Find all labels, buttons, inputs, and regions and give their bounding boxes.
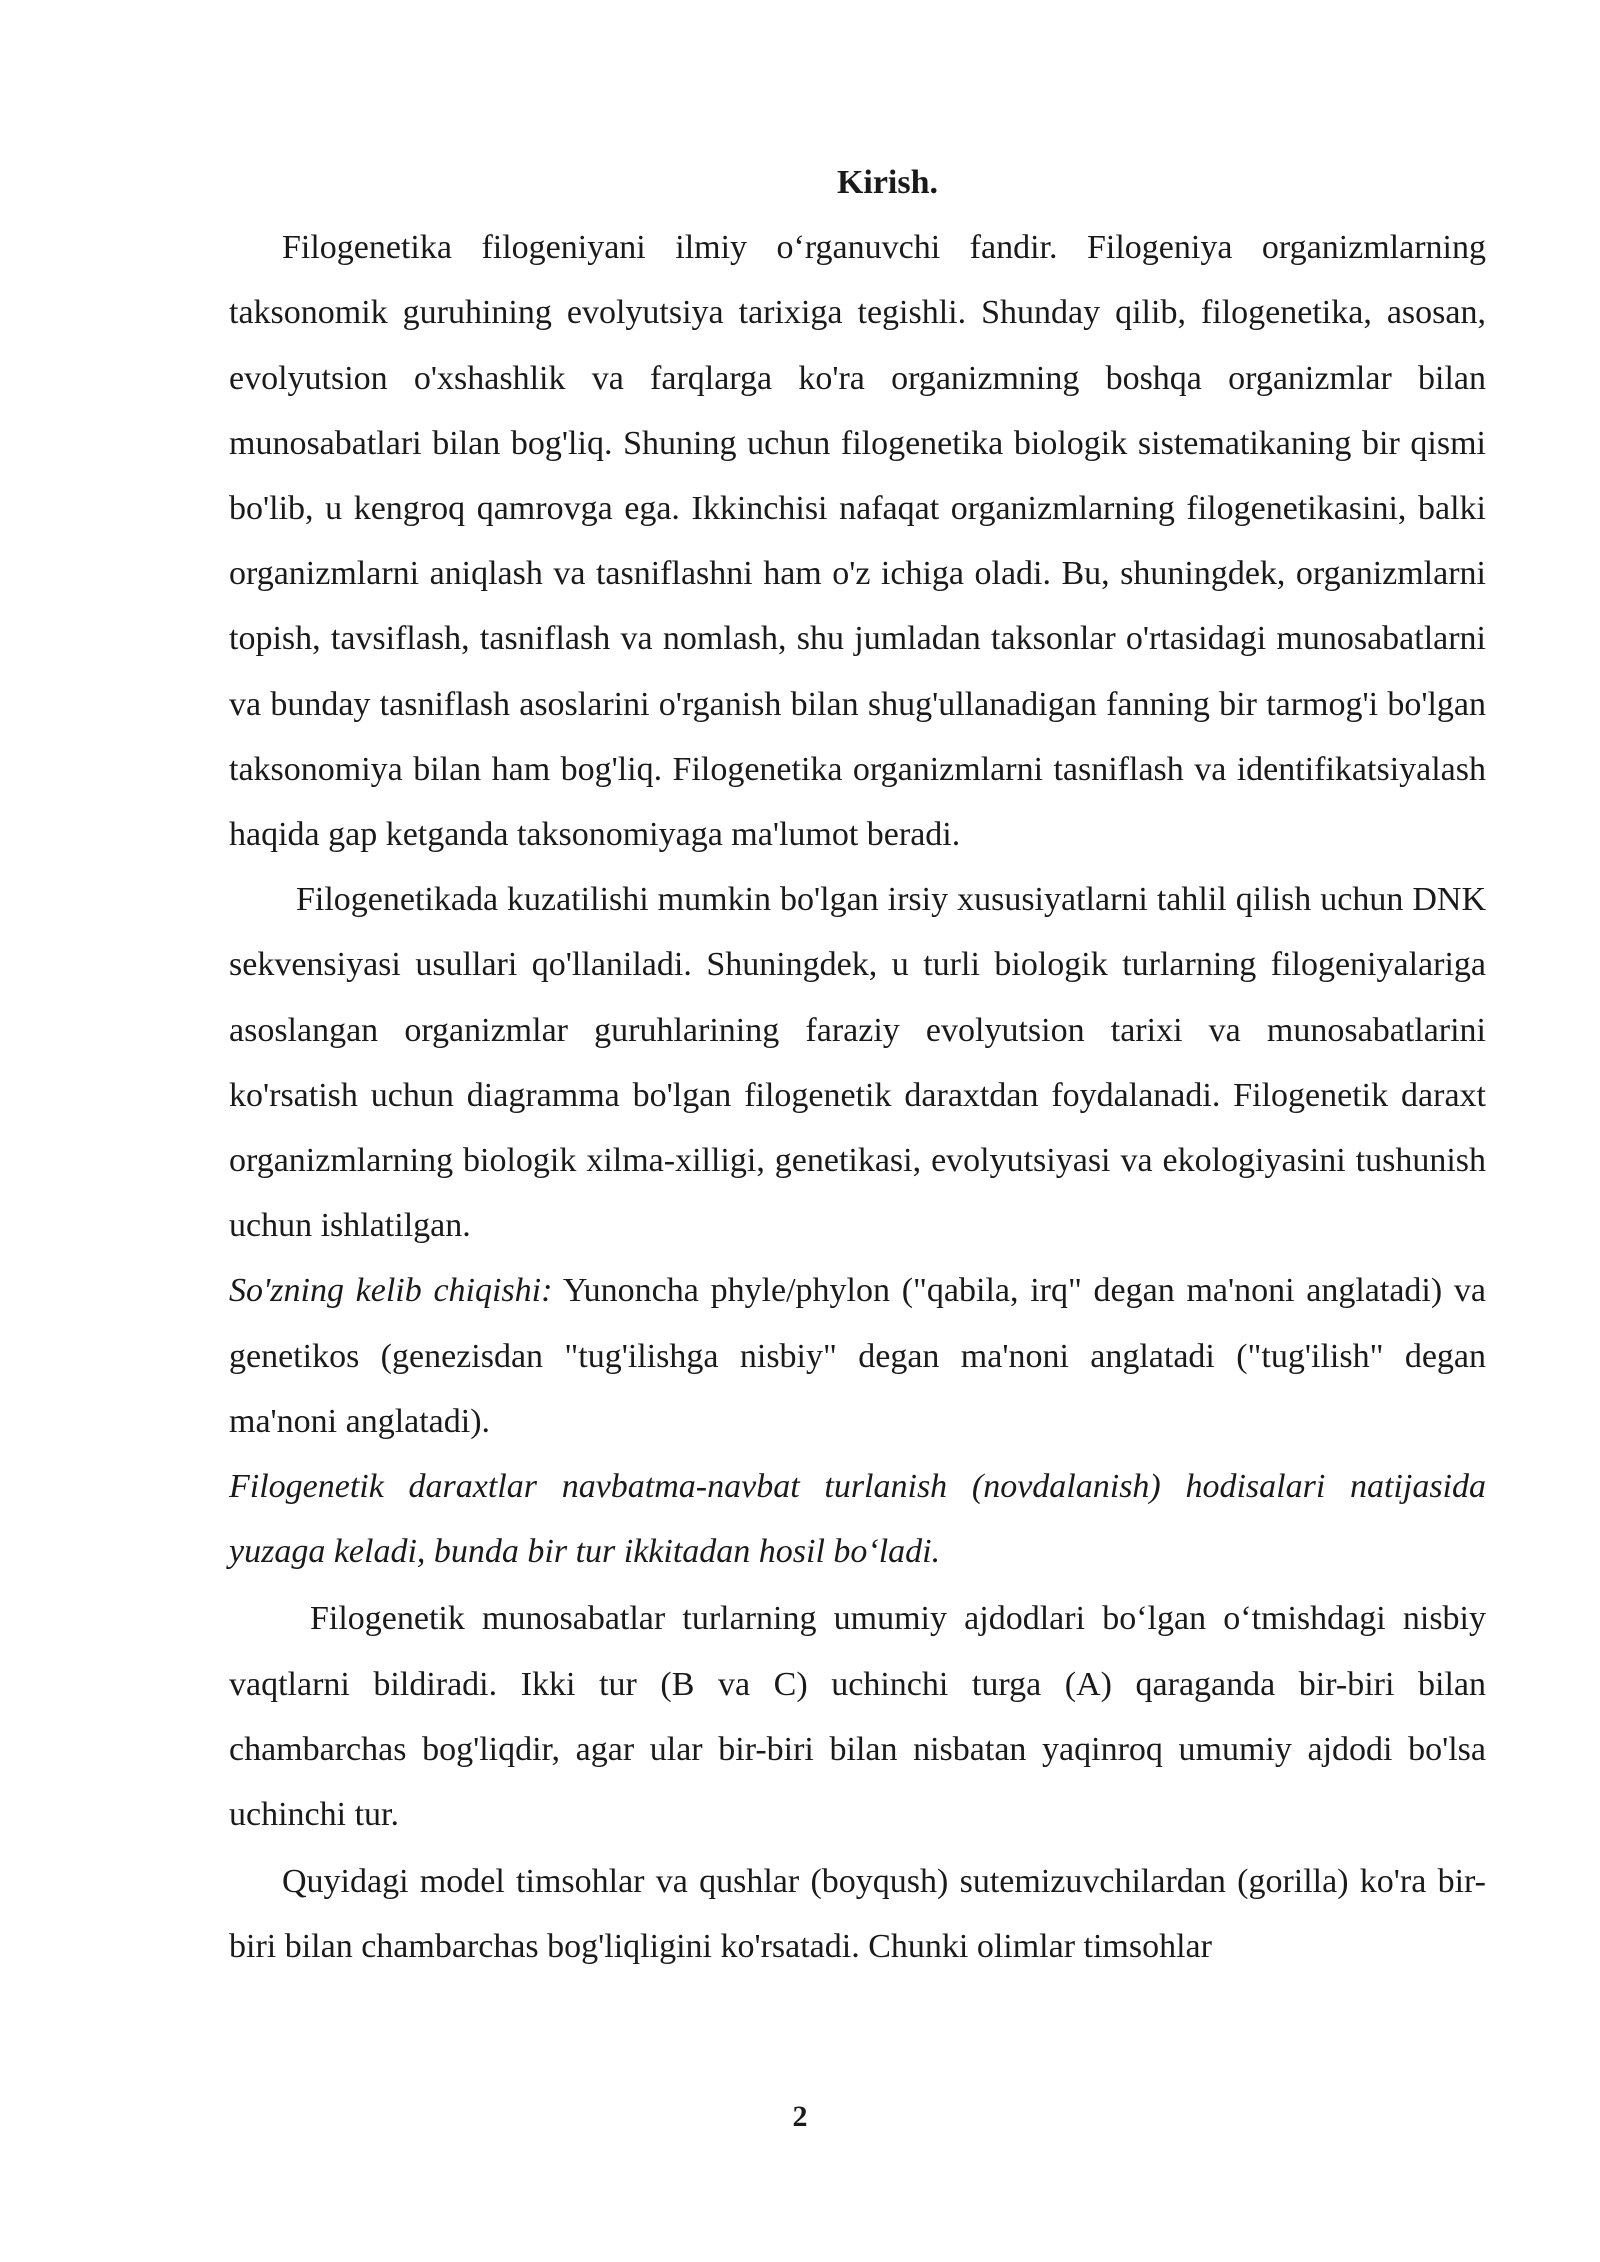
origin-label: So'zning kelib chiqishi: (229, 1272, 553, 1310)
paragraph-italic (229, 1454, 1486, 1584)
page-title: Kirish. (836, 164, 939, 201)
paragraph-model: Quyidagi model timsohlar va qushlar (boyqush) sutemizuvchilardan (gorilla) ko'ra bir-biri bilan chambarchas bog'liqligini ko'rsatadi. Chunki olimlar timsohlar (229, 1863, 1486, 1966)
document-page (229, 150, 1486, 1980)
paragraph-dna: Filogenetikada kuzatilishi mumkin bo'lgan irsiy xususiyatlarni tahlil qilish uchun DNK sekvensiyasi usullari qo'llaniladi. Shuningdek, u turli biologik turlarning filogeniyalariga asoslangan organizmlar guruhlarining faraziy evolyutsion tarixi va munosabatlarini ko'rsatish uchun diagramma bo'lgan filogenetik daraxtdan foydalanadi. Filogenetik daraxt organizmlarning biologik xilma-xilligi, genetikasi, evolyutsiyasi va ekologiyasini tushunish uchun ishlatilgan. (229, 881, 1486, 1245)
paragraph-origin (229, 1258, 1486, 1454)
paragraph-intro: Filogenetika filogeniyani ilmiy o‘rganuvchi fandir. Filogeniya organizmlarning taksonomik guruhining evolyutsiya tarixiga tegishli. Shunday qilib, filogenetika, asosan, evolyutsion o'xshashlik va farqlarga ko'ra organizmning boshqa organizmlar bilan munosabatlari bilan bog'liq. Shuning uchun filogenetika biologik sistematikaning bir qismi bo'lib, u kengroq qamrovga ega. Ikkinchisi nafaqat organizmlarning filogenetikasini, balki organizmlarni aniqlash va tasniflashni ham o'z ichiga oladi. Bu, shuningdek, organizmlarni topish, tavsiflash, tasniflash va nomlash, shu jumladan taksonlar o'rtasidagi munosabatlarni va bunday tasniflash asoslarini o'rganish bilan shug'ullanadigan fanning bir tarmog'i bo'lgan taksonomiya bilan ham bog'liq. Filogenetika organizmlarni tasniflash va identifikatsiyalash haqida gap ketganda taksonomiyaga ma'lumot beradi. (229, 229, 1486, 854)
paragraph-relations: Filogenetik munosabatlar turlarning umumiy ajdodlari bo‘lgan o‘tmishdagi nisbiy vaqtlarni bildiradi. Ikki tur (B va C) uchinchi turga (A) qaraganda bir-biri bilan chambarchas bog'liqdir, agar ular bir-biri bilan nisbatan yaqinroq umumiy ajdodi bo'lsa uchinchi tur. (229, 1600, 1486, 1834)
page-number: 2 (792, 2100, 808, 2133)
origin-text: Yunoncha phyle/phylon ("qabila, irq" degan ma'noni anglatadi) va genetikos (genezisdan "tug'ilishga nisbiy" degan ma'noni anglatadi ("tug'ilish" degan ma'noni anglatadi). (229, 1272, 1486, 1440)
italic-text: Filogenetik daraxtlar navbatma-navbat turlanish (novdalanish) hodisalari natijasida yuzaga keladi, bunda bir tur ikkitadan hosil bo‘ladi. (229, 1468, 1486, 1571)
